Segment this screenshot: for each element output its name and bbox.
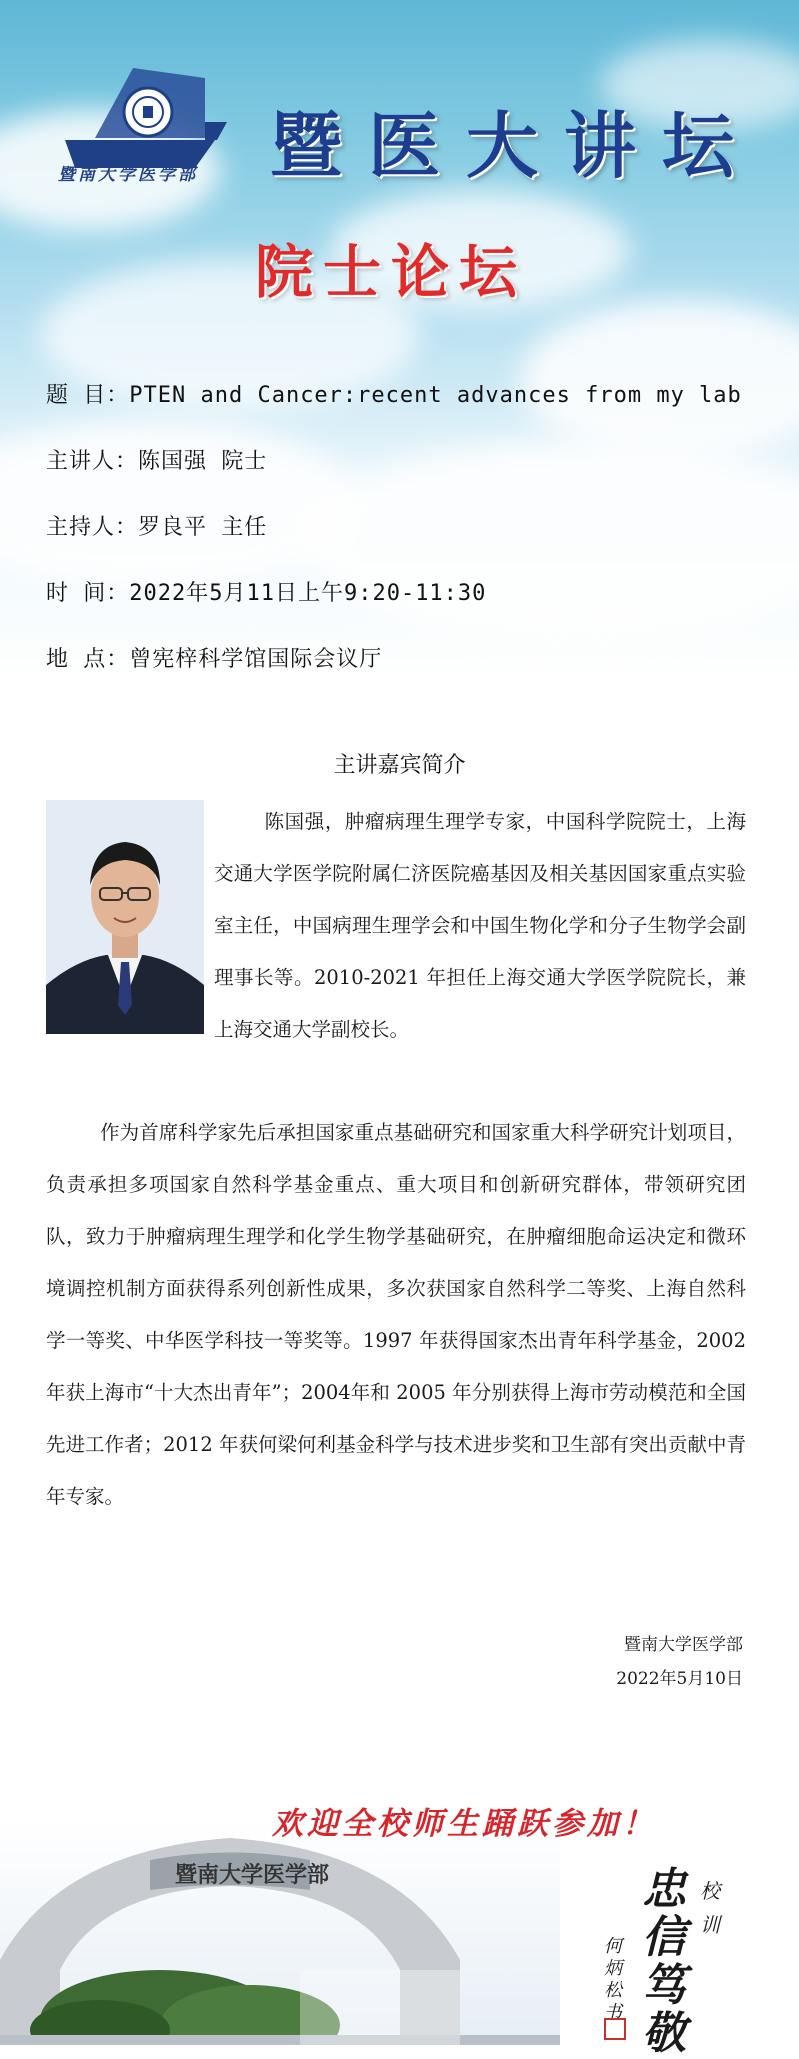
- bio-paragraph-1: [46, 796, 746, 1056]
- speaker-value: 陈国强 院士: [138, 449, 268, 474]
- signature-organization: 暨南大学医学部: [624, 1635, 743, 1655]
- host-label: 主持人：: [46, 515, 139, 540]
- topic-label: 题 目：: [46, 383, 130, 408]
- signature-block: [616, 1628, 743, 1696]
- time-label: 时 间：: [46, 581, 130, 606]
- host-row: [46, 510, 267, 541]
- bio-section-title: 主讲嘉宾简介: [333, 753, 466, 778]
- place-label: 地 点：: [46, 647, 130, 672]
- school-motto: [590, 1864, 790, 2059]
- speaker-label: 主讲人：: [46, 449, 139, 474]
- time-row: [46, 576, 486, 607]
- speaker-row: [46, 444, 267, 475]
- welcome-banner: 欢迎全校师生踊跃参加！: [272, 1806, 657, 1842]
- logo-text: 暨南大学医学部: [58, 165, 198, 185]
- time-value: 2022年5月11日上午9:20-11:30: [129, 581, 487, 606]
- red-seal-icon: [604, 2018, 626, 2040]
- topic-row: [46, 378, 742, 409]
- bio-paragraph-2: 作为首席科学家先后承担国家重点基础研究和国家重大科学研究计划项目，负责承担多项国家自然科学基金重点、重大项目和创新研究群体，带领研究团队，致力于肿瘤病理生理学和化学生物学基础研究，在肿瘤细胞命运决定和微环境调控机制方面获得系列创新性成果，多次获国家自然科学二等奖、上海自然科学一等奖、中华医学科技一等奖等。1997 年获得国家杰出青年科学基金，2002 年获上海市“十大杰出青年”；2004年和 2005 年分别获得上海市劳动模范和全国先进工作者；2012 年获何梁何利基金科学与技术进步奖和卫生部有突出贡献中青年专家。: [46, 1121, 746, 1508]
- host-value: 罗良平 主任: [138, 515, 268, 540]
- bio-paragraph-1-text: 陈国强，肿瘤病理生理学专家，中国科学院院士，上海交通大学医学院附属仁济医院癌基因及相关基因国家重点实验室主任，中国病理生理学会和中国生物化学和分子生物学会副理事长等。2010-2021 年担任上海交通大学医学院院长，兼上海交通大学副校长。: [214, 810, 746, 1041]
- place-row: [46, 642, 382, 673]
- motto-label: 校训: [700, 1879, 720, 1937]
- motto-text: 忠信笃敬: [642, 1864, 686, 2059]
- main-title: 暨医大讲坛: [270, 103, 761, 188]
- campus-gate-image: [0, 1820, 560, 2045]
- sub-title: 院士论坛: [255, 238, 528, 306]
- topic-value: PTEN and Cancer:recent advances from my lab: [129, 383, 742, 408]
- gate-inscription: 暨南大学医学部: [175, 1862, 330, 1888]
- place-value: 曾宪梓科学馆国际会议厅: [129, 647, 383, 672]
- calligrapher-signature: 何炳松书: [604, 1936, 622, 2023]
- signature-date: 2022年5月10日: [616, 1669, 743, 1689]
